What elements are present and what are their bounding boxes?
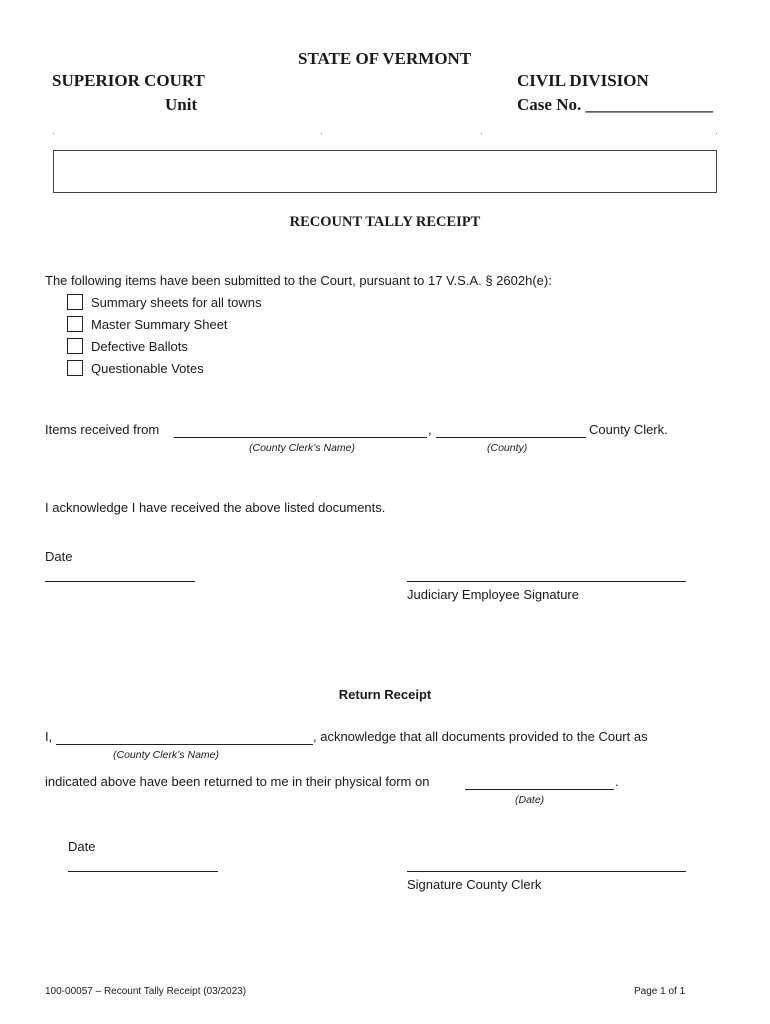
county-clerk-label: County Clerk. bbox=[589, 422, 668, 437]
return-line-2: indicated above have been returned to me in their physical form on bbox=[45, 774, 430, 789]
dot-mark bbox=[481, 133, 482, 134]
return-date-caption: (Date) bbox=[515, 794, 545, 806]
return-receipt-title: Return Receipt bbox=[338, 687, 432, 702]
checkbox-defective-ballots[interactable] bbox=[67, 338, 83, 354]
comma: , bbox=[428, 422, 432, 437]
division-heading: CIVIL DIVISION bbox=[517, 71, 649, 90]
return-date-field[interactable] bbox=[465, 789, 614, 790]
dot-mark bbox=[53, 133, 54, 134]
unit-label: Unit bbox=[165, 95, 198, 114]
return-clerk-name-field[interactable] bbox=[56, 744, 313, 745]
checkbox-label: Questionable Votes bbox=[91, 361, 204, 376]
checkbox-label: Defective Ballots bbox=[91, 339, 188, 354]
form-id: 100-00057 – Recount Tally Receipt (03/2023) bbox=[45, 986, 247, 997]
dot-mark bbox=[321, 133, 322, 134]
clerk-name-field[interactable] bbox=[174, 437, 427, 438]
case-number[interactable]: Case No. _______________ bbox=[517, 95, 713, 114]
intro-text: The following items have been submitted to the Court, pursuant to 17 V.S.A. § 2602h(e): bbox=[45, 273, 552, 288]
return-prefix: I, bbox=[45, 729, 53, 744]
case-caption-box[interactable] bbox=[53, 150, 717, 193]
court-heading: SUPERIOR COURT bbox=[52, 71, 205, 90]
judiciary-signature-field[interactable] bbox=[407, 581, 686, 582]
county-field[interactable] bbox=[436, 437, 586, 438]
state-heading: STATE OF VERMONT bbox=[298, 49, 472, 68]
checkbox-master-summary[interactable] bbox=[67, 316, 83, 332]
clerk-signature-field[interactable] bbox=[407, 871, 686, 872]
dot-mark bbox=[716, 133, 717, 134]
date-label: Date bbox=[45, 549, 73, 564]
return-clerk-caption: (County Clerk’s Name) bbox=[113, 749, 219, 761]
date-field[interactable] bbox=[68, 871, 218, 872]
page-number: Page 1 of 1 bbox=[634, 986, 686, 997]
checkbox-questionable-votes[interactable] bbox=[67, 360, 83, 376]
acknowledge-text: I acknowledge I have received the above listed documents. bbox=[45, 500, 386, 515]
return-period: . bbox=[615, 774, 619, 789]
clerk-name-caption: (County Clerk’s Name) bbox=[249, 442, 355, 454]
date-label: Date bbox=[68, 839, 96, 854]
form-title: RECOUNT TALLY RECEIPT bbox=[289, 214, 481, 230]
checkbox-label: Summary sheets for all towns bbox=[91, 295, 262, 310]
clerk-signature-caption: Signature County Clerk bbox=[407, 877, 542, 892]
checkbox-summary-sheets[interactable] bbox=[67, 294, 83, 310]
date-field[interactable] bbox=[45, 581, 195, 582]
checkbox-label: Master Summary Sheet bbox=[91, 317, 228, 332]
county-caption: (County) bbox=[487, 442, 528, 454]
items-received-label: Items received from bbox=[45, 422, 160, 437]
judiciary-signature-caption: Judiciary Employee Signature bbox=[407, 587, 579, 602]
return-acknowledge-text: , acknowledge that all documents provided to the Court as bbox=[313, 729, 648, 744]
